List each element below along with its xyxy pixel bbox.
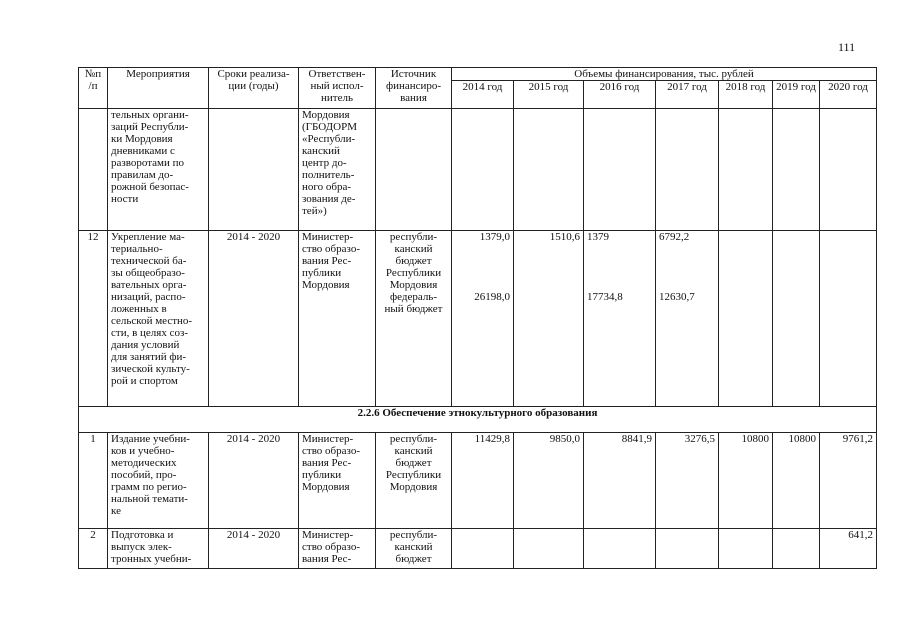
row-terms [209, 109, 299, 231]
header-source: Источник финансиро-вания [376, 68, 452, 109]
table-row [79, 109, 877, 231]
header-responsible: Ответствен-ный испол-нитель [299, 68, 376, 109]
header-year-2016: 2016 год [584, 81, 656, 109]
section-title: 2.2.6 Обеспечение этнокультурного образования [79, 407, 877, 433]
row-value-2014 [452, 109, 514, 231]
row-num: 2 [79, 529, 108, 569]
funding-table [78, 67, 877, 569]
row-value-2018 [719, 109, 773, 231]
header-funding: Объемы финансирования, тыс. рублей [452, 68, 877, 81]
row-value-2016: 1379 17734,8 [584, 231, 656, 407]
table-row [79, 433, 877, 529]
row-num: 12 [79, 231, 108, 407]
row-value-2014: 1379,0 26198,0 [452, 231, 514, 407]
row-activity: Издание учебни- ков и учебно- методических пособий, про- грамм по регио- нальной темати- ке [108, 433, 209, 529]
row-terms: 2014 - 2020 [209, 529, 299, 569]
row-value-2016 [584, 529, 656, 569]
section-row [79, 407, 877, 433]
row-value-2019 [773, 529, 820, 569]
row-value-2020: 9761,2 [820, 433, 877, 529]
header-year-2015: 2015 год [514, 81, 584, 109]
row-value-2020: 641,2 [820, 529, 877, 569]
row-num: 1 [79, 433, 108, 529]
row-value-2017 [656, 109, 719, 231]
header-year-2017: 2017 год [656, 81, 719, 109]
row-num [79, 109, 108, 231]
row-value-2018 [719, 529, 773, 569]
row-value-2015: 1510,6 [514, 231, 584, 407]
row-value-2017: 3276,5 [656, 433, 719, 529]
row-activity: тельных органи- заций Республи- ки Мордовия дневниками с разворотами по правилам до- рожной безопас- ности [108, 109, 209, 231]
row-value-2015 [514, 109, 584, 231]
row-responsible: Министер- ство образо- вания Рес- публики Мордовия [299, 433, 376, 529]
table-row [79, 231, 877, 407]
row-value-2017 [656, 529, 719, 569]
row-value-2016 [584, 109, 656, 231]
header-year-2019: 2019 год [773, 81, 820, 109]
row-value-2015: 9850,0 [514, 433, 584, 529]
header-activities: Мероприятия [108, 68, 209, 109]
row-value-2019 [773, 231, 820, 407]
row-terms: 2014 - 2020 [209, 231, 299, 407]
header-year-2014: 2014 год [452, 81, 514, 109]
row-source: республи- канский бюджет [376, 529, 452, 569]
page-number: 111 [838, 40, 856, 54]
row-value-2014: 11429,8 [452, 433, 514, 529]
row-value-2018 [719, 231, 773, 407]
row-value-2018: 10800 [719, 433, 773, 529]
row-activity: Подготовка и выпуск элек- тронных учебни- [108, 529, 209, 569]
row-responsible: Министер- ство образо- вания Рес- публики Мордовия [299, 231, 376, 407]
row-value-2020 [820, 109, 877, 231]
row-responsible: Мордовия (ГБОДОРМ «Республи- канский центр до- полнитель- ного обра- зования де- тей») [299, 109, 376, 231]
header-terms: Сроки реализа-ции (годы) [209, 68, 299, 109]
header-year-2020: 2020 год [820, 81, 877, 109]
row-value-2017: 6792,2 12630,7 [656, 231, 719, 407]
row-value-2020 [820, 231, 877, 407]
row-terms: 2014 - 2020 [209, 433, 299, 529]
row-source: республи- канский бюджет Республики Мордовия [376, 433, 452, 529]
row-responsible: Министер- ство образо- вания Рес- [299, 529, 376, 569]
header-year-2018: 2018 год [719, 81, 773, 109]
table-row [79, 529, 877, 569]
row-value-2015 [514, 529, 584, 569]
row-value-2016: 8841,9 [584, 433, 656, 529]
row-value-2019: 10800 [773, 433, 820, 529]
header-num: №п /п [79, 68, 108, 109]
row-value-2014 [452, 529, 514, 569]
row-activity: Укрепление ма- териально- технической ба- зы общеобразо- вательных орга- низаций, распо- ложенных в сельской местно- сти, в целях соз- дания условий для занятий фи- зической культу- рой и спортом [108, 231, 209, 407]
row-source [376, 109, 452, 231]
row-value-2019 [773, 109, 820, 231]
row-source: республи- канский бюджет Республики Мордовия федераль- ный бюджет [376, 231, 452, 407]
